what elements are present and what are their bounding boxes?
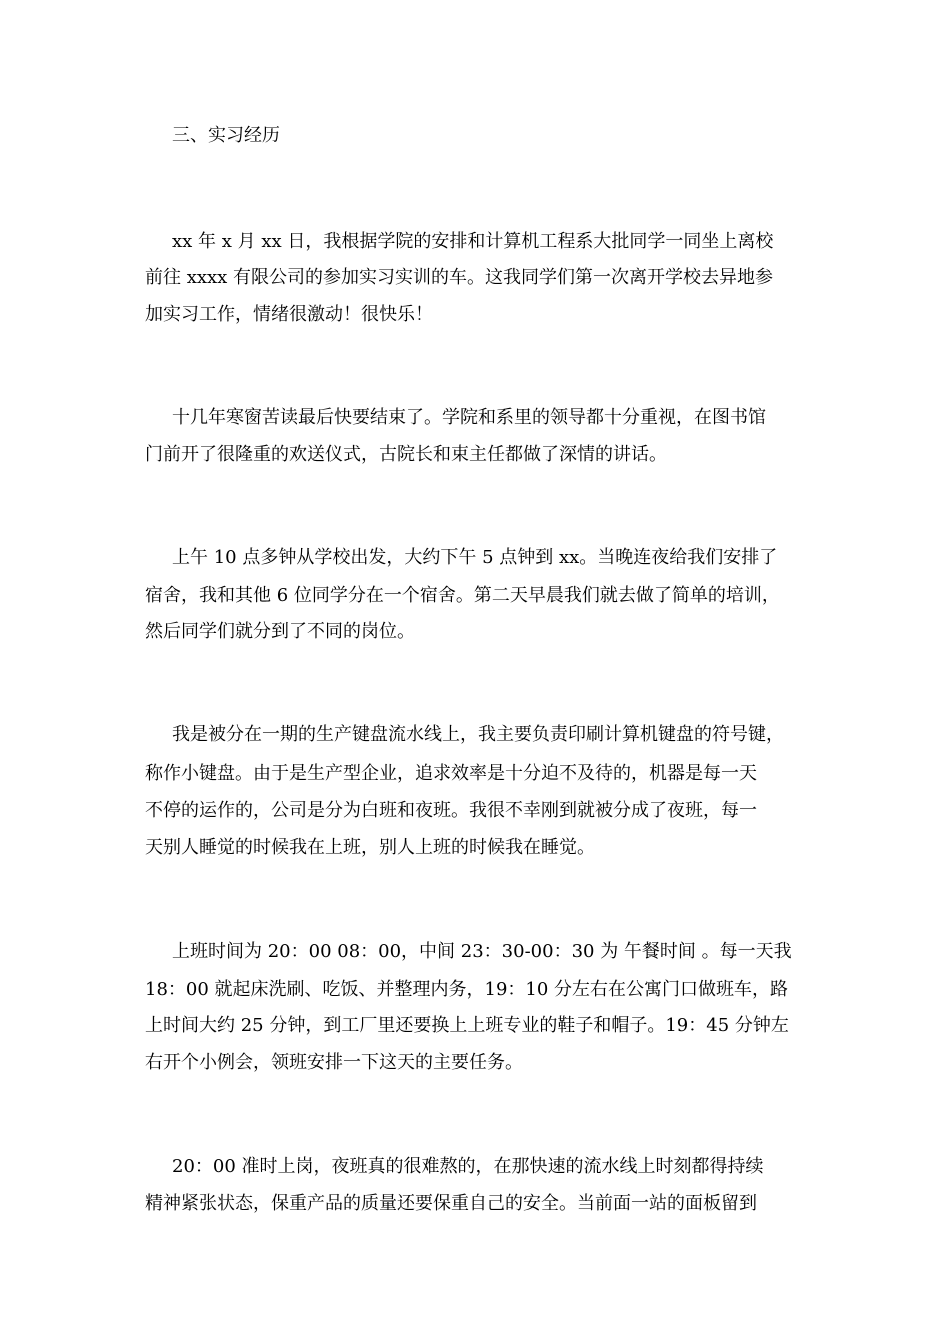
- paragraph-line: xx 年 x 月 xx 日，我根据学院的安排和计算机工程系大批同学一同坐上离校: [172, 231, 774, 252]
- paragraph-line: 右开个小例会，领班安排一下这天的主要任务。: [145, 1052, 523, 1073]
- paragraph-line: 上时间大约 25 分钟，到工厂里还要换上上班专业的鞋子和帽子。19：45 分钟左: [145, 1015, 789, 1036]
- paragraph-line: 天别人睡觉的时候我在上班，别人上班的时候我在睡觉。: [145, 837, 595, 858]
- paragraph-line: 宿舍，我和其他 6 位同学分在一个宿舍。第二天早晨我们就去做了简单的培训，: [145, 585, 780, 606]
- paragraph-line: 不停的运作的，公司是分为白班和夜班。我很不幸刚到就被分成了夜班，每一: [145, 800, 757, 821]
- paragraph-line: 称作小键盘。由于是生产型企业，追求效率是十分迫不及待的，机器是每一天: [145, 763, 757, 784]
- paragraph-line: 精神紧张状态，保重产品的质量还要保重自己的安全。当前面一站的面板留到: [145, 1193, 757, 1214]
- paragraph-line: 加实习工作，情绪很激动！很快乐！: [145, 304, 433, 325]
- paragraph-line: 上班时间为 20：00 08：00，中间 23：30-00：30 为 午餐时间 。每一天我: [172, 941, 792, 962]
- paragraph-line: 然后同学们就分到了不同的岗位。: [145, 621, 415, 642]
- paragraph-line: 前往 xxxx 有限公司的参加实习实训的车。这我同学们第一次离开学校去异地参: [145, 267, 774, 288]
- paragraph-line: 我是被分在一期的生产键盘流水线上，我主要负责印刷计算机键盘的符号键，: [172, 724, 784, 745]
- paragraph-line: 20：00 准时上岗，夜班真的很难熬的，在那快速的流水线上时刻都得持续: [172, 1156, 764, 1177]
- paragraph-line: 上午 10 点多钟从学校出发，大约下午 5 点钟到 xx。当晚连夜给我们安排了: [172, 547, 778, 568]
- paragraph-line: 18：00 就起床洗刷、吃饭、并整理内务，19：10 分左右在公寓门口做班车，路: [145, 979, 789, 1000]
- section-heading: 三、实习经历: [172, 125, 280, 146]
- paragraph-line: 门前开了很隆重的欢送仪式，古院长和束主任都做了深情的讲话。: [145, 444, 667, 465]
- paragraph-line: 十几年寒窗苦读最后快要结束了。学院和系里的领导都十分重视，在图书馆: [172, 407, 766, 428]
